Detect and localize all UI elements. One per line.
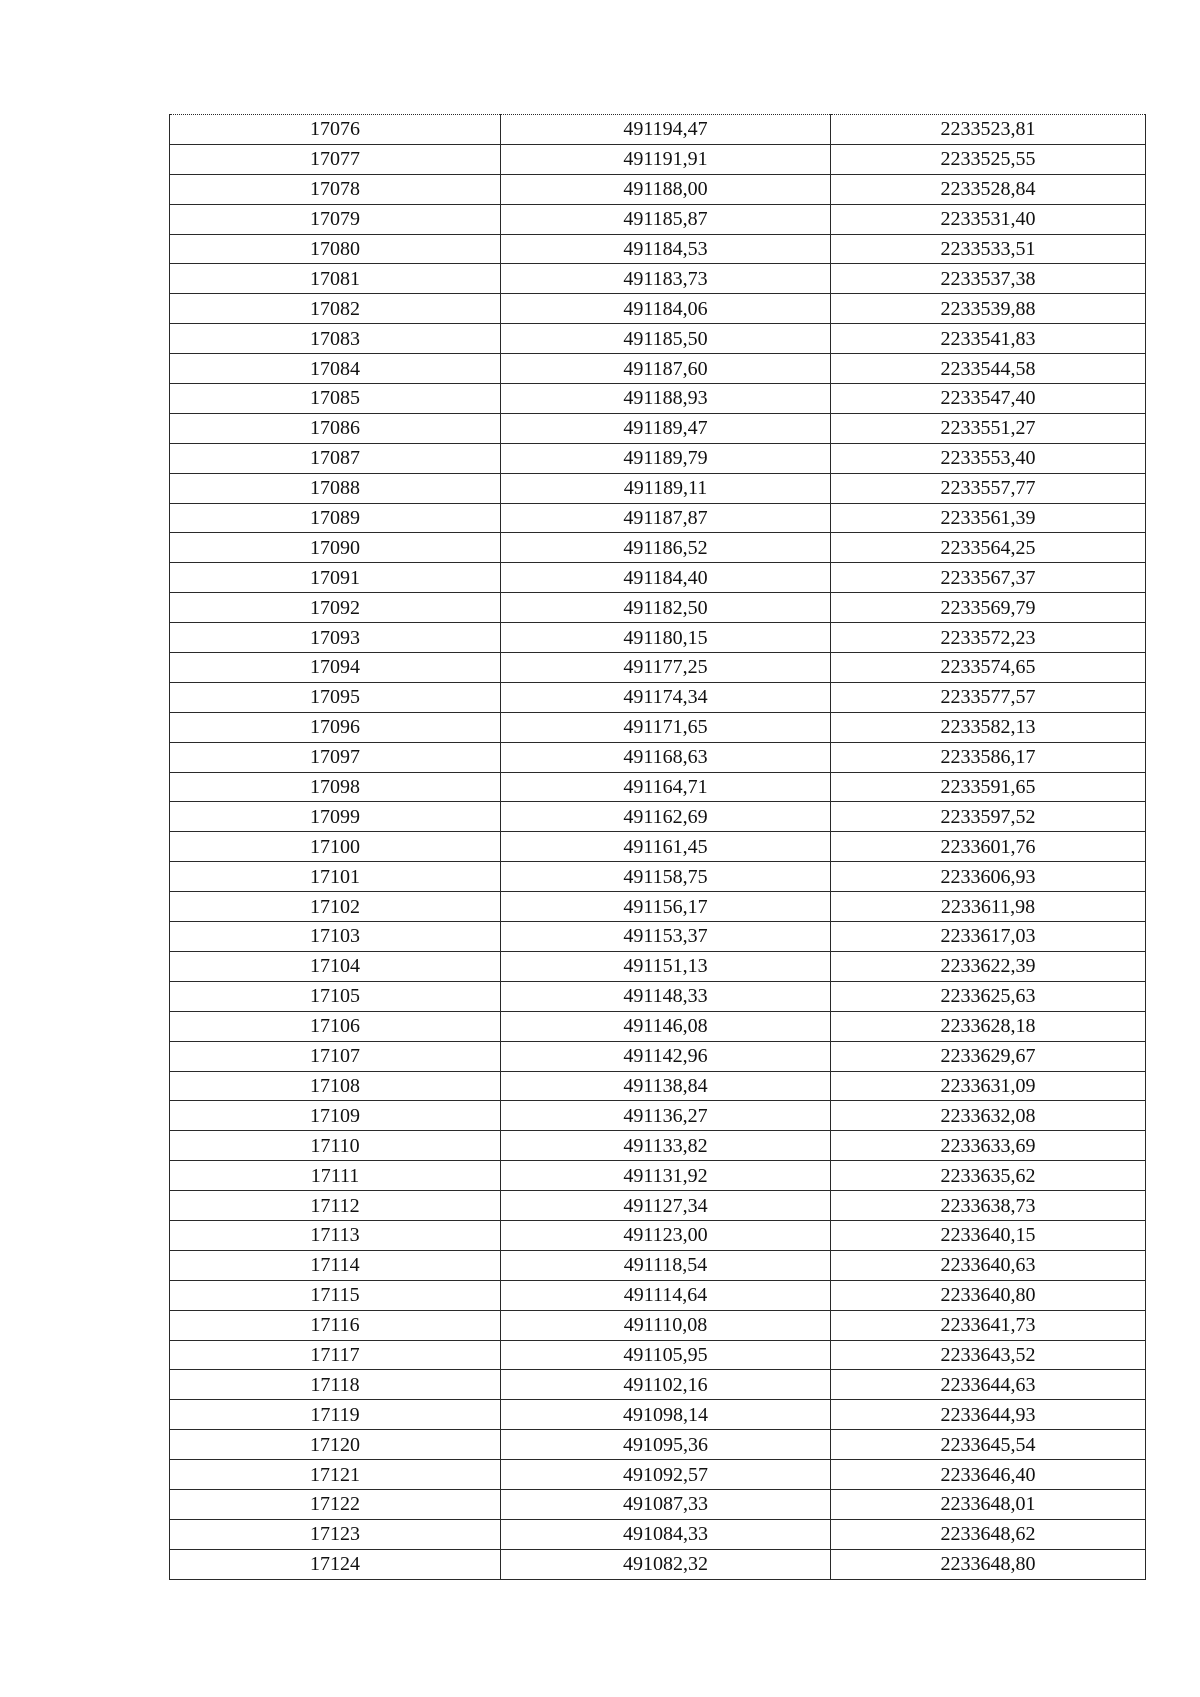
y-coordinate-cell: 2233597,52 [831,802,1146,832]
table-row [170,922,1146,952]
point-number-cell: 17095 [170,682,501,712]
x-coordinate-cell: 491133,82 [501,1131,831,1161]
table-row [170,1071,1146,1101]
table-row [170,324,1146,354]
x-coordinate-cell: 491185,87 [501,204,831,234]
x-coordinate-cell: 491180,15 [501,623,831,653]
y-coordinate-cell: 2233640,63 [831,1250,1146,1280]
y-coordinate-cell: 2233586,17 [831,742,1146,772]
y-coordinate-cell: 2233569,79 [831,593,1146,623]
y-coordinate-cell: 2233648,80 [831,1549,1146,1579]
x-coordinate-cell: 491184,40 [501,563,831,593]
table-row [170,623,1146,653]
table-row [170,862,1146,892]
x-coordinate-cell: 491105,95 [501,1340,831,1370]
point-number-cell: 17110 [170,1131,501,1161]
x-coordinate-cell: 491187,60 [501,354,831,384]
y-coordinate-cell: 2233622,39 [831,951,1146,981]
point-number-cell: 17085 [170,384,501,414]
point-number-cell: 17089 [170,503,501,533]
point-number-cell: 17105 [170,981,501,1011]
table-row [170,1220,1146,1250]
x-coordinate-cell: 491138,84 [501,1071,831,1101]
x-coordinate-cell: 491185,50 [501,324,831,354]
point-number-cell: 17102 [170,892,501,922]
table-row [170,1011,1146,1041]
point-number-cell: 17103 [170,922,501,952]
y-coordinate-cell: 2233611,98 [831,892,1146,922]
x-coordinate-cell: 491123,00 [501,1220,831,1250]
x-coordinate-cell: 491136,27 [501,1101,831,1131]
table-row [170,413,1146,443]
y-coordinate-cell: 2233561,39 [831,503,1146,533]
y-coordinate-cell: 2233582,13 [831,712,1146,742]
y-coordinate-cell: 2233591,65 [831,772,1146,802]
y-coordinate-cell: 2233643,52 [831,1340,1146,1370]
point-number-cell: 17092 [170,593,501,623]
point-number-cell: 17122 [170,1489,501,1519]
x-coordinate-cell: 491191,91 [501,144,831,174]
y-coordinate-cell: 2233633,69 [831,1131,1146,1161]
x-coordinate-cell: 491084,33 [501,1519,831,1549]
y-coordinate-cell: 2233635,62 [831,1161,1146,1191]
point-number-cell: 17109 [170,1101,501,1131]
coordinates-table-body [170,115,1146,1580]
x-coordinate-cell: 491151,13 [501,951,831,981]
table-row [170,174,1146,204]
y-coordinate-cell: 2233640,80 [831,1280,1146,1310]
table-row [170,1430,1146,1460]
y-coordinate-cell: 2233601,76 [831,832,1146,862]
table-row [170,1370,1146,1400]
x-coordinate-cell: 491174,34 [501,682,831,712]
x-coordinate-cell: 491194,47 [501,115,831,145]
y-coordinate-cell: 2233544,58 [831,354,1146,384]
x-coordinate-cell: 491148,33 [501,981,831,1011]
x-coordinate-cell: 491146,08 [501,1011,831,1041]
x-coordinate-cell: 491183,73 [501,264,831,294]
table-row [170,1280,1146,1310]
x-coordinate-cell: 491110,08 [501,1310,831,1340]
x-coordinate-cell: 491189,79 [501,443,831,473]
x-coordinate-cell: 491114,64 [501,1280,831,1310]
table-row [170,802,1146,832]
point-number-cell: 17117 [170,1340,501,1370]
point-number-cell: 17087 [170,443,501,473]
point-number-cell: 17115 [170,1280,501,1310]
y-coordinate-cell: 2233528,84 [831,174,1146,204]
x-coordinate-cell: 491127,34 [501,1191,831,1221]
table-row [170,742,1146,772]
y-coordinate-cell: 2233557,77 [831,473,1146,503]
table-row [170,115,1146,145]
point-number-cell: 17083 [170,324,501,354]
y-coordinate-cell: 2233629,67 [831,1041,1146,1071]
x-coordinate-cell: 491131,92 [501,1161,831,1191]
y-coordinate-cell: 2233551,27 [831,413,1146,443]
table-row [170,294,1146,324]
point-number-cell: 17112 [170,1191,501,1221]
y-coordinate-cell: 2233628,18 [831,1011,1146,1041]
table-row [170,1250,1146,1280]
x-coordinate-cell: 491189,11 [501,473,831,503]
table-row [170,712,1146,742]
y-coordinate-cell: 2233547,40 [831,384,1146,414]
point-number-cell: 17086 [170,413,501,443]
table-row [170,204,1146,234]
point-number-cell: 17088 [170,473,501,503]
y-coordinate-cell: 2233577,57 [831,682,1146,712]
x-coordinate-cell: 491082,32 [501,1549,831,1579]
y-coordinate-cell: 2233645,54 [831,1430,1146,1460]
table-row [170,443,1146,473]
table-row [170,473,1146,503]
y-coordinate-cell: 2233574,65 [831,653,1146,683]
table-row [170,264,1146,294]
y-coordinate-cell: 2233640,15 [831,1220,1146,1250]
x-coordinate-cell: 491092,57 [501,1460,831,1490]
point-number-cell: 17084 [170,354,501,384]
x-coordinate-cell: 491156,17 [501,892,831,922]
table-row [170,384,1146,414]
x-coordinate-cell: 491182,50 [501,593,831,623]
point-number-cell: 17119 [170,1400,501,1430]
table-row [170,503,1146,533]
y-coordinate-cell: 2233648,62 [831,1519,1146,1549]
x-coordinate-cell: 491102,16 [501,1370,831,1400]
point-number-cell: 17093 [170,623,501,653]
table-row [170,1310,1146,1340]
point-number-cell: 17080 [170,234,501,264]
point-number-cell: 17116 [170,1310,501,1340]
point-number-cell: 17111 [170,1161,501,1191]
x-coordinate-cell: 491164,71 [501,772,831,802]
x-coordinate-cell: 491118,54 [501,1250,831,1280]
table-row [170,772,1146,802]
x-coordinate-cell: 491171,65 [501,712,831,742]
table-row [170,682,1146,712]
table-row [170,1191,1146,1221]
y-coordinate-cell: 2233531,40 [831,204,1146,234]
table-row [170,1400,1146,1430]
y-coordinate-cell: 2233553,40 [831,443,1146,473]
y-coordinate-cell: 2233567,37 [831,563,1146,593]
point-number-cell: 17081 [170,264,501,294]
point-number-cell: 17101 [170,862,501,892]
table-row [170,892,1146,922]
x-coordinate-cell: 491177,25 [501,653,831,683]
point-number-cell: 17077 [170,144,501,174]
table-row [170,1161,1146,1191]
x-coordinate-cell: 491098,14 [501,1400,831,1430]
y-coordinate-cell: 2233631,09 [831,1071,1146,1101]
coordinates-table [169,114,1146,1580]
table-row [170,1549,1146,1579]
point-number-cell: 17079 [170,204,501,234]
y-coordinate-cell: 2233537,38 [831,264,1146,294]
point-number-cell: 17100 [170,832,501,862]
point-number-cell: 17082 [170,294,501,324]
x-coordinate-cell: 491095,36 [501,1430,831,1460]
y-coordinate-cell: 2233646,40 [831,1460,1146,1490]
table-row [170,234,1146,264]
point-number-cell: 17124 [170,1549,501,1579]
x-coordinate-cell: 491187,87 [501,503,831,533]
table-row [170,533,1146,563]
point-number-cell: 17099 [170,802,501,832]
y-coordinate-cell: 2233632,08 [831,1101,1146,1131]
point-number-cell: 17091 [170,563,501,593]
x-coordinate-cell: 491162,69 [501,802,831,832]
point-number-cell: 17076 [170,115,501,145]
x-coordinate-cell: 491161,45 [501,832,831,862]
table-row [170,563,1146,593]
point-number-cell: 17108 [170,1071,501,1101]
y-coordinate-cell: 2233644,63 [831,1370,1146,1400]
table-row [170,1101,1146,1131]
table-row [170,1041,1146,1071]
x-coordinate-cell: 491142,96 [501,1041,831,1071]
y-coordinate-cell: 2233648,01 [831,1489,1146,1519]
x-coordinate-cell: 491153,37 [501,922,831,952]
table-row [170,1340,1146,1370]
point-number-cell: 17114 [170,1250,501,1280]
table-row [170,653,1146,683]
x-coordinate-cell: 491087,33 [501,1489,831,1519]
point-number-cell: 17078 [170,174,501,204]
table-row [170,354,1146,384]
table-row [170,951,1146,981]
x-coordinate-cell: 491158,75 [501,862,831,892]
y-coordinate-cell: 2233564,25 [831,533,1146,563]
table-row [170,1519,1146,1549]
y-coordinate-cell: 2233541,83 [831,324,1146,354]
y-coordinate-cell: 2233644,93 [831,1400,1146,1430]
point-number-cell: 17113 [170,1220,501,1250]
x-coordinate-cell: 491184,06 [501,294,831,324]
y-coordinate-cell: 2233539,88 [831,294,1146,324]
table-row [170,981,1146,1011]
table-row [170,1460,1146,1490]
point-number-cell: 17098 [170,772,501,802]
y-coordinate-cell: 2233525,55 [831,144,1146,174]
point-number-cell: 17118 [170,1370,501,1400]
y-coordinate-cell: 2233533,51 [831,234,1146,264]
x-coordinate-cell: 491189,47 [501,413,831,443]
point-number-cell: 17090 [170,533,501,563]
point-number-cell: 17123 [170,1519,501,1549]
table-row [170,144,1146,174]
point-number-cell: 17107 [170,1041,501,1071]
x-coordinate-cell: 491188,00 [501,174,831,204]
point-number-cell: 17104 [170,951,501,981]
point-number-cell: 17094 [170,653,501,683]
point-number-cell: 17120 [170,1430,501,1460]
x-coordinate-cell: 491184,53 [501,234,831,264]
table-row [170,593,1146,623]
y-coordinate-cell: 2233638,73 [831,1191,1146,1221]
table-row [170,1489,1146,1519]
y-coordinate-cell: 2233606,93 [831,862,1146,892]
x-coordinate-cell: 491188,93 [501,384,831,414]
y-coordinate-cell: 2233617,03 [831,922,1146,952]
point-number-cell: 17121 [170,1460,501,1490]
x-coordinate-cell: 491168,63 [501,742,831,772]
point-number-cell: 17097 [170,742,501,772]
y-coordinate-cell: 2233641,73 [831,1310,1146,1340]
point-number-cell: 17106 [170,1011,501,1041]
y-coordinate-cell: 2233625,63 [831,981,1146,1011]
table-row [170,1131,1146,1161]
y-coordinate-cell: 2233523,81 [831,115,1146,145]
table-row [170,832,1146,862]
y-coordinate-cell: 2233572,23 [831,623,1146,653]
point-number-cell: 17096 [170,712,501,742]
x-coordinate-cell: 491186,52 [501,533,831,563]
